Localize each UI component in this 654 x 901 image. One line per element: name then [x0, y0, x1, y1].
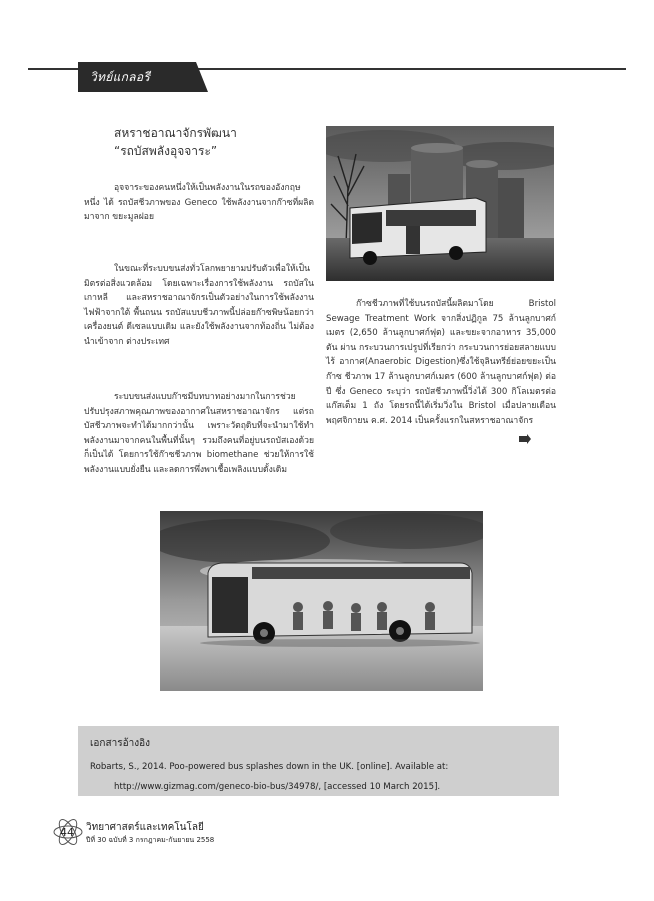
journal-name: วิทยาศาสตร์และเทคโนโลยี: [86, 822, 204, 833]
references-title: เอกสารอ้างอิง: [90, 738, 150, 749]
paragraph-intro: อุจจาระของคนหนึ่งให้เป็นพลังงานในรถของอังกฤษหนึ่ง ได้ รถบัสชีวภาพของ Geneco ใช้พลังงานจากก๊าซที่ผลิตมาจาก ขยะมูลฝอย: [84, 183, 314, 223]
reference-url: http://www.gizmag.com/geneco-bio-bus/34978/, [accessed 10 March 2015].: [114, 782, 441, 792]
page-number: 44: [60, 826, 74, 839]
bus-gasworks-photo: [326, 126, 554, 281]
section-label: วิทย์แกลอรี: [90, 70, 151, 84]
paragraph-gas: ระบบขนส่งแบบก๊าซมีบทบาทอย่างมากในการช่วย ปรับปรุงสภาพคุณภาพของอากาศในสหราชอาณาจักร แต่รถ บัสชีวภาพจะทำได้มากกว่านั้น เพราะวัตถุดิบที่จะนำมาใช้ทำ พลังงานมาจากคนในพื้นที่นั้นๆ รวมถึงคนที่อยู่บนรถบัสเองด้วย ก็เป็นได้ โดยการใช้ก๊าซชีวภาพ biomethane ช่วยให้การใช้ พลังงานแบบยั่งยืน และลดการพึ่งพาเชื้อเพลิงแบบดั้งเดิม: [84, 392, 314, 475]
paragraph-biogas: ก๊าซชีวภาพที่ใช้บนรถบัสนี้ผลิตมาโดย Bristol Sewage Treatment Work จากสิ่งปฏิกูล 75 ล้านลูกบาศก์เมตร (2,650 ล้านลูกบาศก์ฟุต) และขยะจากอาหาร 35,000 ตัน ผ่าน กระบวนการเปรูปที่เรียกว่า กระบวนการย่อยสลายแบบไร้ อากาศ(Anaerobic Digestion)ซึ่งใช้จุลินทรีย์ย่อยขยะเป็นก๊าซ ชีวภาพ 17 ล้านลูกบาศก์เมตร (600 ล้านลูกบาศก์ฟุต) ต่อปี ซึ่ง Geneco ระบุว่า รถบัสชีวภาพนี้วิ่งได้ 300 กิโลเมตรต่อแก๊สเต็ม 1 ถัง โดยรถนี้ได้เริ่มวิ่งใน Bristol เมื่อปลายเดือนพฤศจิกายน ค.ศ. 2014 เป็นครั้งแรกในสหราชอาณาจักร: [326, 299, 556, 426]
journal-issue: ปีที่ 30 ฉบับที่ 3 กรกฎาคม-กันยายน 2558: [86, 836, 215, 844]
end-mark-icon: [519, 434, 531, 444]
article-title-line2: “รถบัสพลังอุจจาระ”: [114, 144, 218, 158]
paragraph-transport: ในขณะที่ระบบขนส่งทั่วโลกพยายามปรับตัวเพื่อให้เป็น มิตรต่อสิ่งแวดล้อม โดยเฉพาะเรื่องการใช้พลังงาน รถบัสในเกาหลี และสหราชอาณาจักรเป็นตัวอย่างในการใช้พลังงานไฟฟ้าจากใต้ พื้นถนน รถบัสแบบชีวภาพนี้ปล่อยก๊าซพิษน้อยกว่าเครื่องยนต์ ดีเซลแบบเดิม และยังใช้พลังงานจากท้องถิ่น ไม่ต้องนำเข้าจาก ต่างประเทศ: [84, 264, 314, 347]
article-title-line1: สหราชอาณาจักรพัฒนา: [114, 126, 237, 140]
bus-field-photo: [160, 511, 483, 691]
reference-entry: Robarts, S., 2014. Poo-powered bus splashes down in the UK. [online]. Available at:: [90, 762, 449, 772]
references-box: [78, 726, 559, 796]
section-tab: [78, 62, 208, 92]
